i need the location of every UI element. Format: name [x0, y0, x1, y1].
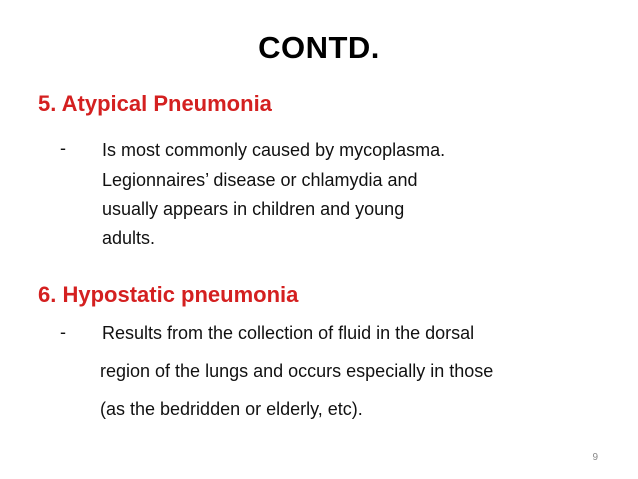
- body-text-line: region of the lungs and occurs especially in those: [100, 361, 494, 381]
- body-text-line: (as the bedridden or elderly, etc).: [100, 399, 363, 419]
- section-heading-atypical-pneumonia: 5. Atypical Pneumonia: [38, 91, 272, 116]
- body-text-line: usually appears in children and young: [102, 199, 405, 219]
- bullet-dash: -: [60, 322, 66, 342]
- slide-title: CONTD.: [258, 30, 380, 65]
- body-text-line: Results from the collection of fluid in the dorsal: [102, 323, 475, 343]
- page-number: 9: [592, 452, 598, 463]
- body-text-line: Is most commonly caused by mycoplasma.: [102, 140, 446, 160]
- body-text-line: adults.: [102, 228, 156, 248]
- section-heading-hypostatic-pneumonia: 6. Hypostatic pneumonia: [38, 282, 299, 307]
- bullet-dash: -: [60, 138, 66, 158]
- body-text-line: Legionnaires’ disease or chlamydia and: [102, 170, 418, 190]
